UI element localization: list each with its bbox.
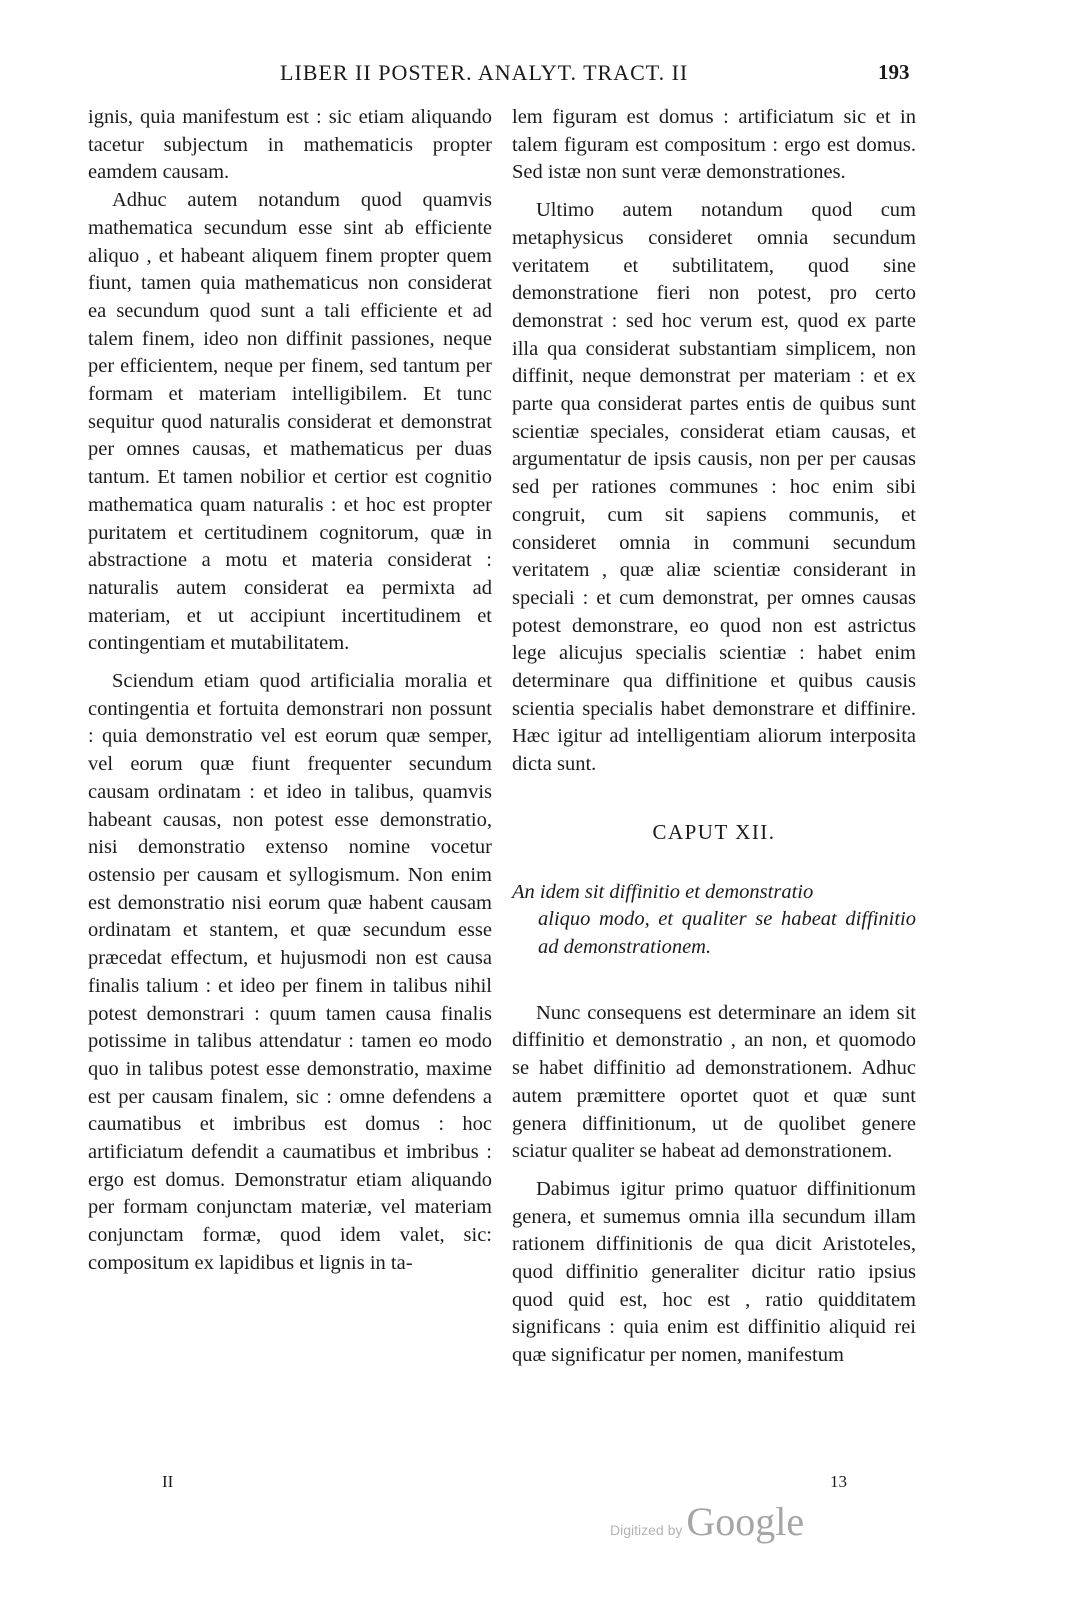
right-column <box>512 104 916 1370</box>
paragraph: lem figuram est domus : artificiatum sic et in talem figuram est compositum : ergo est domus. Sed istæ non sunt veræ demonstrationes. <box>512 106 916 184</box>
watermark-prefix: Digitized by <box>610 1522 683 1538</box>
paragraph: Ultimo autem notandum quod cum metaphysicus consideret omnia secundum veritatem et subtilitatem, quod sine demonstratione fieri non potest, pro certo demonstrat : sed hoc verum est, quod ex parte illa qua considerat substantiam simplicem, non diffinit, neque demonstrat per materiam : et ex parte qua considerat partes entis de quibus sunt scientiæ speciales, considerat etiam causas, et argumentatur de ipsis causis, non per per causas sed per rationes communes : hoc enim sibi congruit, cum sit sapiens communis, et consideret omnia in communi secundum veritatem , quæ aliæ scientiæ considerant in speciali : et cum demonstrat, per omnes causas potest demonstrare, eo quod non est astrictus lege alicujus specialis scientiæ : habet enim determinare qua diffinitione et quibus causis scientia specialis habet demonstrare et diffinire. Hæc igitur ad intelligentiam aliorum interposita dicta sunt. <box>512 199 916 776</box>
chapter-summary-rest: aliquo modo, et qualiter se habeat diffinitio ad demonstrationem. <box>538 908 916 958</box>
page-number: 193 <box>878 60 910 84</box>
paragraph: ignis, quia manifestum est : sic etiam aliquando tacetur subjectum in mathematicis propter eamdem causam. <box>88 106 492 184</box>
paragraph: Nunc consequens est determinare an idem sit diffinitio et demonstratio , an non, et quomodo se habet diffinitio ad demonstrationem. Adhuc autem præmittere oportet quot et quæ sunt genera diffinitionum, ut de quolibet genere sciatur qualiter se habeat ad demonstrationem. <box>512 1001 916 1163</box>
running-title: LIBER II POSTER. ANALYT. TRACT. II <box>280 60 689 85</box>
digitized-watermark <box>610 1498 804 1545</box>
chapter-heading: CAPUT XII. <box>652 819 776 844</box>
signature-mark-right: 13 <box>830 1472 847 1491</box>
paragraph: Sciendum etiam quod artificialia moralia et contingentia et fortuita demonstrari non possunt : quia demonstratio vel est eorum quæ semper, vel eorum quæ fiunt frequenter secundum causam ordinatam : et ideo in talibus, quamvis habeant causas, non potest esse demonstratio, nisi demonstratio extenso nomine vocetur ostensio per causam et syllogismum. Non enim est demonstratio nisi eorum quæ habent causam ordinatam et stantem, et quæ secundum esse præcedat effectum, et hujusmodi non est causa finalis talium : et ideo per finem in talibus nihil potest demonstrari : quum tamen causa finalis potissime in talibus attendatur : tamen eo modo quo in talibus potest esse demonstratio, maxime est per causam finalem, sic : omne defendens a caumatibus et imbribus est domus : hoc artificiatum defendit a caumatibus et imbribus : ergo est domus. Demonstratur etiam aliquando per formam conjunctam materiæ, vel materiam conjunctam formæ, quod idem valet, sic: compositum ex lapidibus et lignis in ta- <box>88 670 492 1274</box>
signature-mark-left: II <box>162 1472 174 1491</box>
left-column <box>88 104 492 1278</box>
paragraph: Dabimus igitur primo quatuor diffinitionum genera, et sumemus omnia illa secundum illam rationem diffinitionis de qua dicit Aristoteles, quod diffinitio generaliter dicitur ratio ipsius quod quid est, hoc est , ratio quidditatem significans : quia enim est diffinitio aliquid rei quæ significatur per nomen, manifestum <box>512 1177 916 1367</box>
chapter-summary-first-line: An idem sit diffinitio et demonstratio <box>512 880 814 903</box>
google-logo: Google <box>686 1499 805 1544</box>
paragraph: Adhuc autem notandum quod quamvis mathematica secundum esse sint ab efficiente aliquo , et habeant aliquem finem propter quem fiunt, tamen quia mathematicus non considerat ea secundum quod sunt a tali efficiente et ad talem finem, ideo non diffinit passiones, neque per efficientem, neque per finem, sed tantum per formam et materiam intelligibilem. Et tunc sequitur quod naturalis considerat et demonstrat per omnes causas, et mathematicus per duas tantum. Et tamen nobilior et certior est cognitio mathematica quam naturalis : et hoc est propter puritatem et certitudinem cognitorum, quæ in abstractione a motu et materia considerat : naturalis autem considerat ea permixta ad materiam, et ut accipiunt incertitudinem et contingentiam et mutabilitatem. <box>88 189 492 655</box>
chapter-summary <box>512 879 916 962</box>
